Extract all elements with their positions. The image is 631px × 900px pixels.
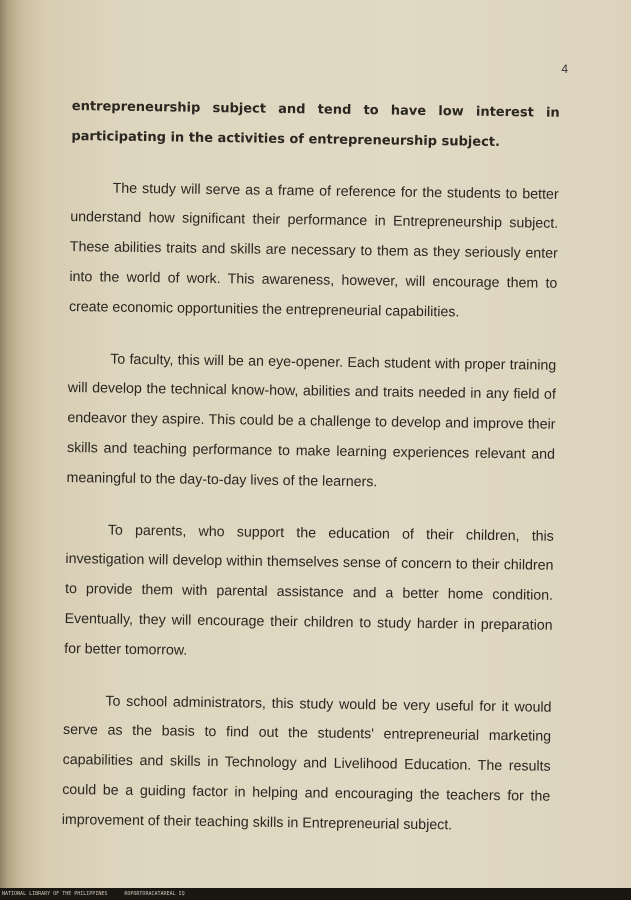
body-text: [61, 92, 560, 864]
scan-footer-text: [0, 891, 631, 897]
paragraph-administrators: To school administrators, this study would be very useful for it would serve as the basis to find out the students' entrepreneurial marketing capabilities and skills in Technology and Livelihood Education. The results could be a guiding factor in helping and encouraging the teachers for the improvement of their teaching skills in Entrepreneurial subject.: [61, 693, 552, 834]
page-number: 4: [561, 62, 568, 76]
paragraph-students: The study will serve as a frame of reference for the students to better understand how significant their performance in Entrepreneurship subject. These abilities traits and skills are necessary to them as they seriously enter into the world of work. This awareness, however, will encourage them to create economic opportunities the entrepreneurial capabilities.: [68, 180, 559, 321]
paragraph-continuation: entrepreneurship subject and tend to have low interest in participating in the activities of entrepreneurship subject.: [71, 98, 560, 150]
paragraph-faculty: To faculty, this will be an eye-opener. Each student with proper training will develop the technical know-how, abilities and traits needed in any field of endeavor they aspire. This could be a challenge to develop and improve their skills and teaching performance to make learning experiences relevant and meaningful to the day-to-day lives of the learners.: [66, 351, 557, 491]
footer-library: NATIONAL LIBRARY OF THE PHILIPPINES: [2, 891, 108, 897]
paragraph-parents: To parents, who support the education of their children, this investigation will develop within themselves sense of concern to their children to provide them with parental assistance and a better home condition. Eventually, they will encourage their children to study harder in preparation for better tomorrow.: [64, 522, 554, 659]
footer-code: ROPORTORACATAREAL IQ: [124, 891, 185, 897]
